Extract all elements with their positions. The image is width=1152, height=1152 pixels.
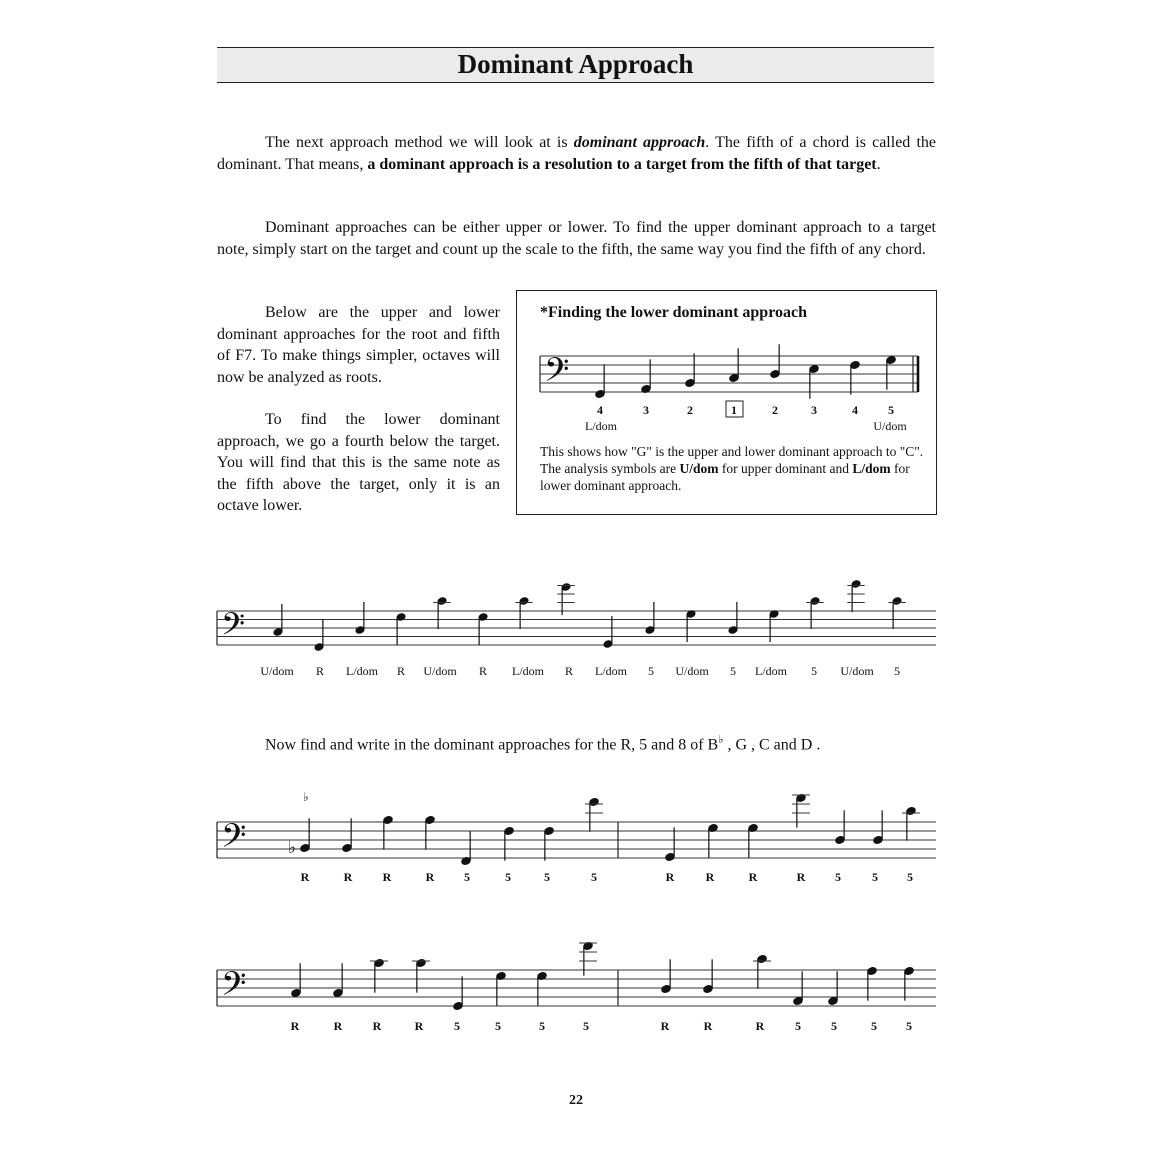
example-label: U/dom: [260, 664, 294, 678]
exercise1-label: 5: [872, 870, 878, 884]
exercise1-label: 5: [907, 870, 913, 884]
caption-text-3: for lower dominant approach.: [540, 461, 910, 493]
exercise2-label: R: [755, 1019, 765, 1033]
exercise2-label: 5: [454, 1019, 460, 1033]
interval-number: 5: [888, 403, 894, 417]
interval-number: 3: [811, 403, 817, 417]
instruction-end: .: [812, 736, 821, 754]
flat-icon: ♭: [288, 838, 297, 857]
box-label-udom: U/dom: [873, 419, 907, 433]
instruction-text-1: Now find and write in the dominant approaches for the R, 5 and 8 of B: [265, 736, 719, 754]
interval-number: 2: [772, 403, 778, 417]
intro-text-1: The next approach method we will look at is: [265, 134, 574, 151]
exercise1-label: R: [796, 870, 806, 884]
exercise1-label: R: [343, 870, 353, 884]
example-label: L/dom: [595, 664, 627, 678]
box-label-ldom: L/dom: [585, 419, 617, 433]
example-label: U/dom: [675, 664, 709, 678]
bass-clef-icon: 𝄢: [544, 352, 570, 397]
caption-udom: U/dom: [679, 461, 719, 476]
flat-symbol: ♭: [718, 734, 724, 746]
caption-ldom: L/dom: [852, 461, 891, 476]
intro-text-3: .: [876, 155, 881, 173]
small-flat-icon: ♭: [303, 790, 309, 804]
exercise1-label: R: [382, 870, 392, 884]
example-label: R: [478, 664, 488, 678]
bass-clef-icon: 𝄢: [221, 818, 247, 863]
exercise2-label: 5: [795, 1019, 801, 1033]
example-label: L/dom: [346, 664, 378, 678]
interval-number: 4: [852, 403, 858, 417]
example-label: R: [315, 664, 325, 678]
exercise2-label: R: [333, 1019, 343, 1033]
interval-number: 1: [731, 403, 737, 417]
exercise2-label: R: [703, 1019, 713, 1033]
exercise2-label: 5: [539, 1019, 545, 1033]
exercise1-label: R: [425, 870, 435, 884]
example-label: R: [396, 664, 406, 678]
box-title: *Finding the lower dominant approach: [540, 304, 808, 321]
exercise2-label: 5: [871, 1019, 877, 1033]
interval-number: 3: [643, 403, 649, 417]
exercise1-label: R: [705, 870, 715, 884]
exercise2-label: R: [372, 1019, 382, 1033]
interval-number: 4: [597, 403, 603, 417]
example-label: U/dom: [840, 664, 874, 678]
caption-text-1: This shows how "G" is the upper and lower dominant approach to "C". The analysis symbols are: [540, 444, 924, 476]
bass-clef-icon: 𝄢: [221, 608, 246, 650]
example-label: 5: [730, 664, 736, 678]
intro-definition: a dominant approach is a resolution to a target from the fifth of that target: [367, 155, 877, 173]
caption-text-2: for upper dominant and: [718, 461, 853, 476]
exercise2-label: R: [414, 1019, 424, 1033]
intro-text-2: . The fifth of a chord is called the dominant. That means,: [217, 134, 937, 173]
paragraph-lower-dominant: To find the lower dominant approach, we go a fourth below the target. You will find that this is the same note as the fifth above the target, only it is an octave lower.: [217, 411, 500, 514]
example-label: L/dom: [755, 664, 787, 678]
exercise1-label: 5: [544, 870, 550, 884]
exercise1-label: 5: [505, 870, 511, 884]
example-label: 5: [894, 664, 900, 678]
paragraph-upper-lower: Dominant approaches can be either upper or lower. To find the upper dominant approach to a target note, simply start on the target and count up the scale to the fifth, the same way you find the fifth of any chord.: [217, 219, 936, 258]
exercise1-label: R: [665, 870, 675, 884]
example-label: 5: [811, 664, 817, 678]
exercise2-label: 5: [831, 1019, 837, 1033]
paragraph-f7: Below are the upper and lower dominant approaches for the root and fifth of F7. To make things simpler, octaves will now be analyzed as roots.: [217, 304, 500, 386]
exercise2-label: R: [290, 1019, 300, 1033]
exercise2-label: 5: [583, 1019, 589, 1033]
instruction-d: and D: [769, 736, 813, 754]
exercise1-label: R: [748, 870, 758, 884]
example-label: U/dom: [423, 664, 457, 678]
exercise2-label: 5: [495, 1019, 501, 1033]
exercise1-label: 5: [591, 870, 597, 884]
bass-clef-icon: 𝄢: [221, 966, 247, 1011]
example-label: 5: [648, 664, 654, 678]
example-label: R: [564, 664, 574, 678]
example-label: L/dom: [512, 664, 544, 678]
intro-term: dominant approach: [573, 134, 706, 151]
interval-number: 2: [687, 403, 693, 417]
exercise1-label: R: [300, 870, 310, 884]
exercise1-label: 5: [464, 870, 470, 884]
instruction-g: , G: [723, 736, 747, 754]
exercise2-label: R: [660, 1019, 670, 1033]
page-number: 22: [569, 1093, 583, 1108]
page-title: Dominant Approach: [457, 49, 694, 79]
exercise1-label: 5: [835, 870, 841, 884]
instruction-c: , C: [747, 736, 770, 754]
exercise2-label: 5: [906, 1019, 912, 1033]
